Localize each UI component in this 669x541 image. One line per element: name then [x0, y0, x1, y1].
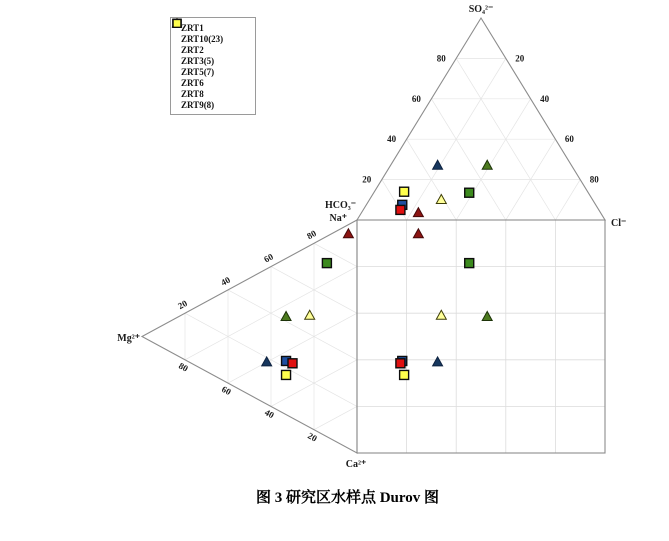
anion-triangle-frame — [357, 18, 605, 220]
point-cation-ZRT10(23) — [343, 229, 353, 238]
point-anion-ZRT2 — [482, 160, 492, 169]
legend-item-label: ZRT9(8) — [181, 99, 215, 110]
legend-item-label: ZRT1 — [181, 22, 204, 33]
axis-label-cl: Cl⁻ — [611, 218, 627, 229]
tick-label: 20 — [306, 430, 319, 444]
point-cation-ZRT3(5) — [305, 310, 315, 319]
cation-triangle-frame — [142, 220, 357, 453]
point-square-ZRT10(23) — [413, 229, 423, 238]
axis-label-so4: SO₄²⁻ — [468, 4, 494, 15]
tick-label: 20 — [176, 298, 189, 312]
square-frame — [357, 220, 605, 453]
point-anion-ZRT1 — [433, 160, 443, 169]
gridline — [228, 313, 357, 383]
tick-label: 40 — [219, 274, 232, 288]
gridline — [314, 406, 357, 429]
legend-marker — [173, 19, 181, 27]
tick-label: 80 — [177, 360, 190, 374]
legend-item-label: ZRT10(23) — [181, 33, 224, 44]
legend-item-label: ZRT3(5) — [181, 55, 215, 66]
point-anion-ZRT6 — [396, 205, 405, 214]
legend-item-label: ZRT6 — [181, 77, 204, 88]
point-square-ZRT9(8) — [400, 370, 409, 379]
point-cation-ZRT2 — [281, 311, 291, 320]
axis-label-hco3: HCO₃⁻ — [324, 200, 356, 211]
figure-caption: 图 3 研究区水样点 Durov 图 — [255, 490, 440, 506]
point-square-ZRT6 — [396, 359, 405, 368]
point-anion-ZRT9(8) — [400, 187, 409, 196]
tick-label: 80 — [589, 174, 599, 185]
tick-label: 20 — [515, 53, 525, 64]
gridline — [228, 290, 357, 360]
tick-label: 80 — [436, 53, 446, 64]
point-anion-ZRT8 — [465, 188, 474, 197]
point-square-ZRT8 — [465, 259, 474, 268]
tick-label: 20 — [362, 174, 372, 185]
gridline — [314, 243, 357, 266]
tick-label: 60 — [564, 134, 574, 145]
legend-item — [178, 99, 251, 110]
point-square-ZRT1 — [433, 357, 443, 366]
point-cation-ZRT9(8) — [282, 370, 291, 379]
point-square-ZRT3(5) — [436, 310, 446, 319]
tick-label: 40 — [263, 407, 276, 421]
legend-item-label: ZRT8 — [181, 88, 204, 99]
legend-items — [178, 22, 251, 110]
point-cation-ZRT1 — [262, 357, 272, 366]
legend-item-label: ZRT5(7) — [181, 66, 215, 77]
legend-item — [178, 77, 251, 88]
tick-label: 60 — [411, 93, 421, 104]
point-square-ZRT2 — [482, 311, 492, 320]
point-anion-ZRT10(23) — [413, 208, 423, 217]
point-anion-ZRT3(5) — [436, 195, 446, 204]
tick-label: 60 — [220, 383, 233, 398]
tick-label: 80 — [305, 228, 318, 242]
gridline — [555, 180, 580, 220]
legend-item — [178, 33, 251, 44]
legend-item — [178, 66, 251, 77]
axis-label-mg: Mg²⁺ — [117, 333, 140, 344]
legend-item — [178, 55, 251, 66]
tick-label: 40 — [387, 134, 397, 145]
legend-item — [178, 88, 251, 99]
legend-square-icon — [171, 18, 183, 28]
legend-item — [178, 22, 251, 33]
tick-label: 60 — [262, 251, 275, 265]
axis-label-na: Na⁺ — [329, 213, 347, 224]
legend — [170, 17, 256, 115]
legend-item-label: ZRT2 — [181, 44, 204, 55]
legend-item — [178, 44, 251, 55]
tick-label: 40 — [540, 93, 550, 104]
point-cation-ZRT6 — [288, 359, 297, 368]
data-points-layer — [262, 160, 493, 379]
axis-label-ca: Ca²⁺ — [345, 459, 367, 470]
point-cation-ZRT8 — [322, 259, 331, 268]
gridline — [456, 99, 530, 220]
